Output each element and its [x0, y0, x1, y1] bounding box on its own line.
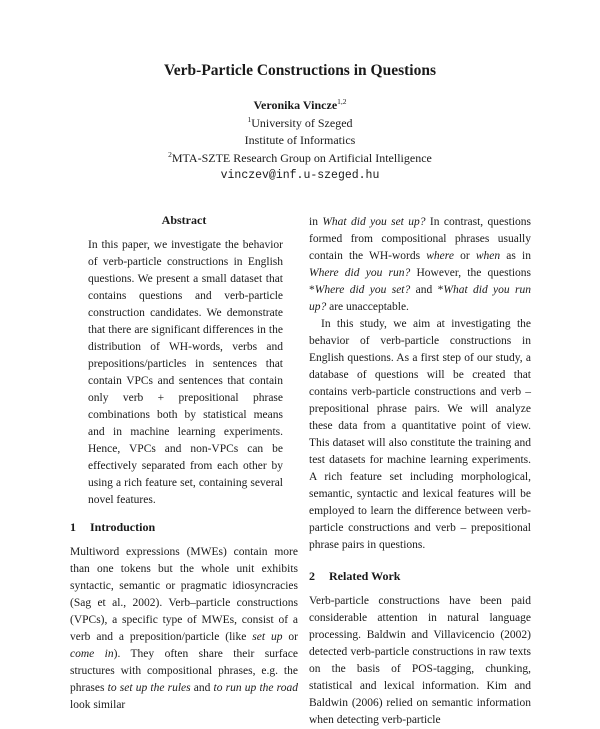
affiliation-1-mark: 1 [247, 114, 252, 124]
section-2-number: 2 [309, 569, 315, 583]
author-name: Veronika Vincze [253, 98, 338, 112]
related-work-paragraph: Verb-particle constructions have been paid considerable attention in natural language processing. Baldwin and Villavicencio (2002) detected verb-particle constructions in raw texts on the basis of POS-tagging, chunking, statistical and lexical information. Kim and Baldwin (2006) relied on semantic information when detecting verb-particle [309, 595, 531, 726]
abstract-body [70, 237, 298, 509]
right-column [309, 214, 531, 729]
section-2-title: Related Work [329, 569, 401, 583]
abstract-heading: Abstract [161, 213, 207, 227]
affiliation-1 [0, 115, 600, 133]
paper-title: Verb-Particle Constructions in Questions [164, 62, 436, 79]
section-1-number: 1 [70, 520, 76, 534]
section-2-heading [309, 568, 531, 585]
abstract-text: In this paper, we investigate the behavior of verb-particle constructions in English questions. We present a small dataset that contains questions and verb-particle construction candidates. We demonstrate that there are significant differences in the distribution of WH-words, verbs and prepositions/particles in sentences that contain VPCs and sentences that contain only verb + prepositional phrase combinations both by statistical means and in machine learning experiments. Hence, VPCs and non-VPCs can be effectively separated from each other by using a rich feature set, containing several novel features. [88, 239, 283, 506]
author-affiliation-marks: 1,2 [337, 97, 347, 106]
left-column [70, 212, 298, 714]
affiliation-1-name: University of Szeged [251, 115, 353, 130]
author-line [0, 97, 600, 115]
intro-continued-paragraph: in What did you set up? In contrast, questions formed from compositional phrases usually contain the WH-words where or when as in Where did you run? However, the questions *Where did you set? and *What did you run up? are unacceptable. [309, 216, 531, 313]
affiliation-2-name: MTA-SZTE Research Group on Artificial Intelligence [171, 150, 432, 165]
affiliation-1-dept: Institute of Informatics [244, 133, 356, 147]
affiliation-2-mark: 2 [168, 149, 172, 159]
author-email: vinczev@inf.u-szeged.hu [220, 169, 380, 182]
study-aim-paragraph: In this study, we aim at investigating the behavior of verb-particle constructions in English questions. As a first step of our study, a database of questions will be created that contains verb-particle constructions and verb – prepositional phrase pairs. We will analyze these data from a quantitative point of view. This dataset will also constitute the training and test datasets for machine learning experiments. A rich feature set including morphological, semantic, syntactic and lexical features will be employed to learn the difference between verb-particle constructions and verb – prepositional phrase pairs in questions. [309, 318, 531, 551]
author-block [0, 97, 600, 185]
section-1-heading [70, 519, 298, 536]
affiliation-2 [0, 150, 600, 168]
section-1-title: Introduction [90, 520, 156, 534]
intro-paragraph: Multiword expressions (MWEs) contain more than one tokens but the whole unit exhibits syntactic, semantic or pragmatic idiosyncracies (Sag et al., 2002). Verb–particle constructions (VPCs), a specific type of MWEs, consist of a verb and a preposition/particle (like set up or come in). They often share their surface structures with compositional phrases, e.g. the phrases to set up the rules and to run up the road look similar [70, 546, 298, 711]
